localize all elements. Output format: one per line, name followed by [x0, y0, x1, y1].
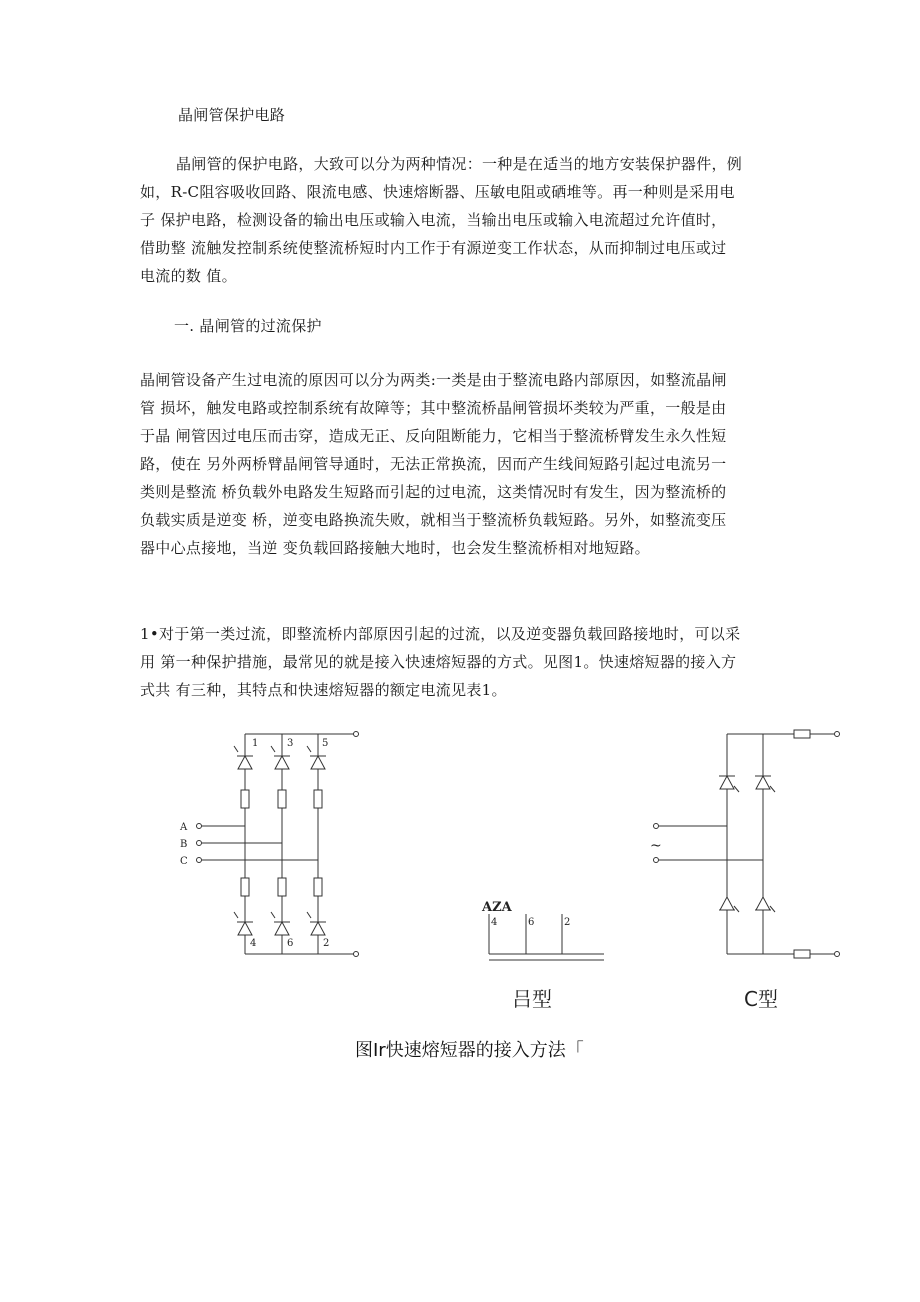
- paragraph-line: 借助整 流触发控制系统使整流桥短时内工作于有源逆变工作状态，从而抑制过电压或过: [140, 239, 727, 257]
- thyristor-number: 1: [252, 738, 259, 749]
- paragraph-line: 于晶 闸管因过电压而击穿，造成无正、反向阻断能力，它相当于整流桥臂发生永久性短: [140, 427, 727, 445]
- input-label-c: C: [180, 856, 188, 867]
- paragraph-line: 用 第一种保护措施，最常见的就是接入快速熔短器的方式。见图1。快速熔短器的接入方: [140, 653, 737, 671]
- paragraph-line: 电流的数 值。: [140, 267, 237, 285]
- figure-caption: 图Ir快速熔短器的接入方法「: [355, 1040, 584, 1061]
- input-label-a: A: [180, 822, 188, 833]
- paragraph-line: 类则是整流 桥负载外电路发生短路而引起的过电流，这类情况时有发生，因为整流桥的: [140, 483, 727, 501]
- ac-symbol: ~: [650, 838, 662, 854]
- paragraph-line: 如，R-C阻容吸收回路、限流电感、快速熔断器、压敏电阻或硒堆等。再一种则是采用电: [140, 183, 735, 201]
- aza-number: 6: [528, 917, 535, 928]
- aza-number: 2: [564, 917, 571, 928]
- thyristor-number: 5: [322, 738, 329, 749]
- section-heading: 一. 晶闸管的过流保护: [174, 317, 322, 335]
- aza-number: 4: [491, 917, 498, 928]
- paragraph-line: 器中心点接地，当逆 变负载回路接触大地时，也会发生整流桥相对地短路。: [140, 539, 650, 557]
- thyristor-number: 3: [287, 738, 294, 749]
- doc-title: 晶闸管保护电路: [178, 106, 286, 124]
- type-b-label: 吕型: [512, 987, 552, 1011]
- thyristor-number: 4: [250, 938, 257, 949]
- paragraph-line: 负载实质是逆变 桥，逆变电路换流失败，就相当于整流桥负载短路。另外，如整流变压: [140, 511, 727, 529]
- paragraph-line: 路，使在 另外两桥臂晶闸管导通时，无法正常换流，因而产生线间短路引起过电流另一: [140, 455, 727, 473]
- paragraph-line: 晶闸管的保护电路，大致可以分为两种情况：一种是在适当的地方安装保护器件，例: [176, 155, 743, 173]
- paragraph-line: 管 损坏，触发电路或控制系统有故障等；其中整流桥晶闸管损坏类较为严重，一般是由: [140, 399, 727, 417]
- paragraph-line: 子 保护电路，检测设备的输出电压或输入电流，当输出电压或输入电流超过允许值时，: [140, 211, 727, 229]
- paragraph-line: 式共 有三种，其特点和快速熔短器的额定电流见表1。: [140, 681, 507, 699]
- input-label-b: B: [180, 839, 188, 850]
- paragraph-line: 1•对于第一类过流，即整流桥内部原因引起的过流，以及逆变器负载回路接地时，可以采: [140, 625, 741, 643]
- aza-label: AZA: [482, 900, 512, 915]
- paragraph-line: 晶闸管设备产生过电流的原因可以分为两类:一类是由于整流电路内部原因，如整流晶闸: [140, 371, 727, 389]
- thyristor-number: 2: [323, 938, 330, 949]
- type-c-label: C型: [744, 987, 778, 1011]
- thyristor-number: 6: [287, 938, 294, 949]
